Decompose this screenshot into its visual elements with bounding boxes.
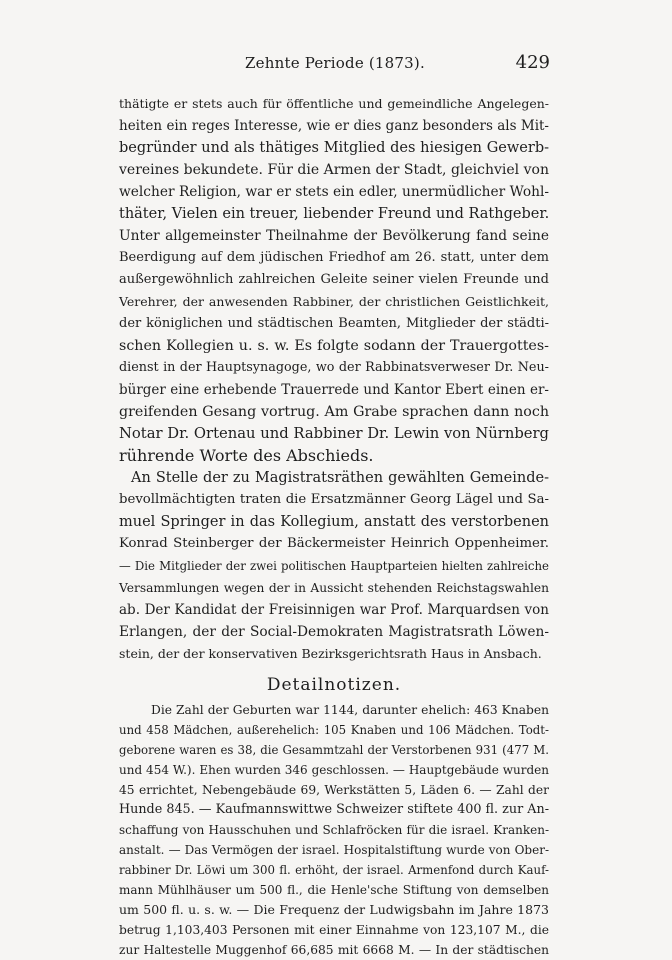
paragraph-1 (119, 93, 549, 467)
page-header (120, 54, 550, 78)
running-head: Zehnte Periode (1873). (245, 54, 425, 72)
text-line: stein, der der konservativen Bezirksgerichtsrath Haus in Ansbach. (119, 646, 542, 661)
text-line: ab. Der Kandidat der Freisinnigen war Prof. Marquardsen von (119, 602, 549, 618)
text-line: thätigte er stets auch für öffentliche und gemeindliche Angelegen- (119, 96, 549, 111)
text-line: Unter allgemeinster Theilnahme der Bevölkerung fand seine (119, 228, 549, 244)
text-line: dienst in der Hauptsynagoge, wo der Rabbinatsverweser Dr. Neu- (119, 360, 549, 375)
text-line: schen Kollegien u. s. w. Es folgte sodann der Trauergottes- (119, 338, 549, 354)
text-line: Beerdigung auf dem jüdischen Friedhof am 26. statt, unter dem (119, 250, 549, 265)
section-title: Detailnotizen. (266, 675, 402, 695)
page-number: 429 (515, 52, 550, 73)
notes-line: Die Zahl der Geburten war 1144, darunter ehelich: 463 Knaben (151, 703, 549, 717)
detail-notes (119, 700, 549, 960)
text-line: thäter, Vielen ein treuer, liebender Freund und Rathgeber. (119, 206, 550, 222)
notes-line: und 454 W.). Ehen wurden 346 geschlossen. — Hauptgebäude wurden (119, 763, 549, 777)
text-line: heiten ein reges Interesse, wie er dies ganz besonders als Mit- (119, 118, 549, 134)
body-text (119, 93, 549, 960)
text-line: vereines bekundete. Für die Armen der Stadt, gleichviel von (119, 162, 549, 178)
text-line: rührende Worte des Abschieds. (119, 446, 374, 465)
text-line: außergewöhnlich zahlreichen Geleite seiner vielen Freunde und (119, 272, 549, 287)
text-line: — Die Mitglieder der zwei politischen Hauptparteien hielten zahlreiche (119, 559, 549, 573)
notes-line: 45 errichtet, Nebengebäude 69, Werkstätten 5, Läden 6. — Zahl der (119, 783, 549, 797)
text-line: Verehrer, der anwesenden Rabbiner, der christlichen Geistlichkeit, (119, 294, 549, 309)
notes-line: um 500 fl. u. s. w. — Die Frequenz der Ludwigsbahn im Jahre 1873 (119, 902, 549, 917)
text-line: greifenden Gesang vortrug. Am Grabe sprachen dann noch (119, 404, 549, 420)
text-line: muel Springer in das Kollegium, anstatt des verstorbenen (119, 514, 549, 530)
notes-line: geborene waren es 38, die Gesammtzahl der Verstorbenen 931 (477 M. (119, 743, 549, 757)
notes-line: anstalt. — Das Vermögen der israel. Hospitalstiftung wurde von Ober- (119, 843, 549, 857)
notes-line: rabbiner Dr. Löwi um 300 fl. erhöht, der israel. Armenfond durch Kauf- (119, 863, 549, 877)
notes-line: und 458 Mädchen, außerehelich: 105 Knaben und 106 Mädchen. Todt- (119, 723, 549, 737)
text-line: Erlangen, der der Social-Demokraten Magistratsrath Löwen- (119, 624, 549, 640)
text-line: An Stelle der zu Magistratsräthen gewählten Gemeinde- (131, 470, 549, 486)
notes-line: betrug 1,103,403 Personen mit einer Einnahme von 123,107 M., die (119, 923, 549, 937)
text-line: der königlichen und städtischen Beamten, Mitglieder der städti- (119, 316, 549, 331)
text-line: begründer und als thätiges Mitglied des hiesigen Gewerb- (119, 140, 549, 156)
text-line: Versammlungen wegen der in Aussicht stehenden Reichstagswahlen (119, 581, 549, 595)
paragraph-2 (119, 467, 549, 665)
text-line: bevollmächtigten traten die Ersatzmänner Georg Lägel und Sa- (119, 492, 549, 507)
notes-line: zur Haltestelle Muggenhof 66,685 mit 6668 M. — In der städtischen (119, 943, 549, 957)
notes-line: mann Mühlhäuser um 500 fl., die Henle'sche Stiftung von demselben (119, 883, 549, 897)
notes-line: Hunde 845. — Kaufmannswittwe Schweizer stiftete 400 fl. zur An- (119, 802, 549, 817)
text-line: Notar Dr. Ortenau und Rabbiner Dr. Lewin von Nürnberg (119, 425, 549, 442)
text-line: bürger eine erhebende Trauerrede und Kantor Ebert einen er- (119, 382, 549, 398)
text-line: Konrad Steinberger der Bäckermeister Heinrich Oppenheimer. (119, 536, 549, 551)
notes-line: schaffung von Hausschuhen und Schlafröcken für die israel. Kranken- (119, 823, 549, 837)
text-line: welcher Religion, war er stets ein edler, unermüdlicher Wohl- (119, 184, 549, 200)
